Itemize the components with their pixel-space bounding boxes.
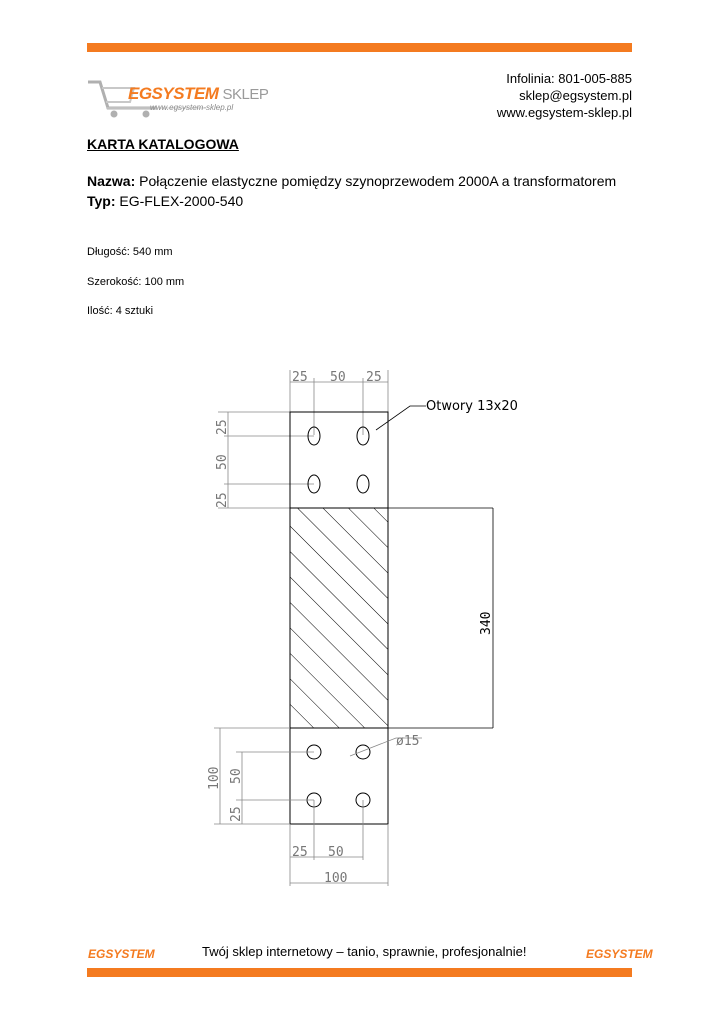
name-label: Nazwa: <box>87 173 136 189</box>
document-title: KARTA KATALOGOWA <box>87 136 239 152</box>
dim-top-2: 50 <box>330 370 346 385</box>
name-value: Połączenie elastyczne pomiędzy szynoprzewodem 2000A a transformatorem <box>139 173 617 189</box>
dim-top-3: 25 <box>366 370 382 385</box>
dim-top-1: 25 <box>292 370 308 385</box>
dim-left-bottom-1: 50 <box>229 768 244 784</box>
spec-width: Szerokość: 100 mm <box>87 276 185 288</box>
dim-bottom-total: 100 <box>324 871 348 886</box>
bottom-plate <box>290 728 388 824</box>
contact-phone: Infolinia: 801-005-885 <box>506 71 632 86</box>
diameter-label: ø15 <box>396 734 420 749</box>
footer-logo-right: EGSYSTEM <box>586 947 653 961</box>
logo-wordmark <box>128 84 268 104</box>
holes-leader <box>376 399 518 430</box>
contact-email[interactable]: sklep@egsystem.pl <box>519 88 632 103</box>
bottom-dimension <box>290 800 388 886</box>
technical-drawing <box>200 360 520 890</box>
dim-bottom-1: 25 <box>292 845 308 860</box>
header-accent-bar <box>87 43 632 52</box>
dim-left-top-3: 25 <box>215 492 230 508</box>
spec-length: Długość: 540 mm <box>87 246 173 258</box>
length-dimension <box>388 508 494 728</box>
type-label: Typ: <box>87 193 116 209</box>
left-top-dimension <box>215 412 314 508</box>
product-type-line <box>87 193 243 209</box>
contact-block <box>497 70 632 121</box>
footer-logo-left: EGSYSTEM <box>88 947 155 961</box>
logo-brand: EGSYSTEM <box>128 84 219 103</box>
logo-url: www.egsystem-sklep.pl <box>150 103 234 112</box>
flexible-section <box>290 508 388 728</box>
dim-left-bottom-2: 25 <box>229 806 244 822</box>
spec-quantity: Ilość: 4 sztuki <box>87 305 154 317</box>
top-plate <box>290 412 388 508</box>
left-bottom-dimension <box>207 728 314 824</box>
logo-suffix: SKLEP <box>222 86 269 103</box>
bottom-holes <box>307 745 370 807</box>
footer-slogan: Twój sklep internetowy – tanio, sprawnie, profesjonalnie! <box>202 944 527 959</box>
contact-website[interactable]: www.egsystem-sklep.pl <box>496 105 632 120</box>
footer-accent-bar <box>87 968 632 977</box>
dim-left-top-1: 25 <box>215 419 230 435</box>
dim-length: 340 <box>479 611 494 635</box>
dim-left-bottom-total: 100 <box>207 766 222 790</box>
top-dimension <box>290 370 388 435</box>
type-value: EG-FLEX-2000-540 <box>119 193 244 209</box>
dim-left-top-2: 50 <box>215 454 230 470</box>
top-holes <box>308 427 369 493</box>
dim-bottom-2: 50 <box>328 845 344 860</box>
product-name-line <box>87 173 616 189</box>
holes-label: Otwory 13x20 <box>426 399 518 414</box>
